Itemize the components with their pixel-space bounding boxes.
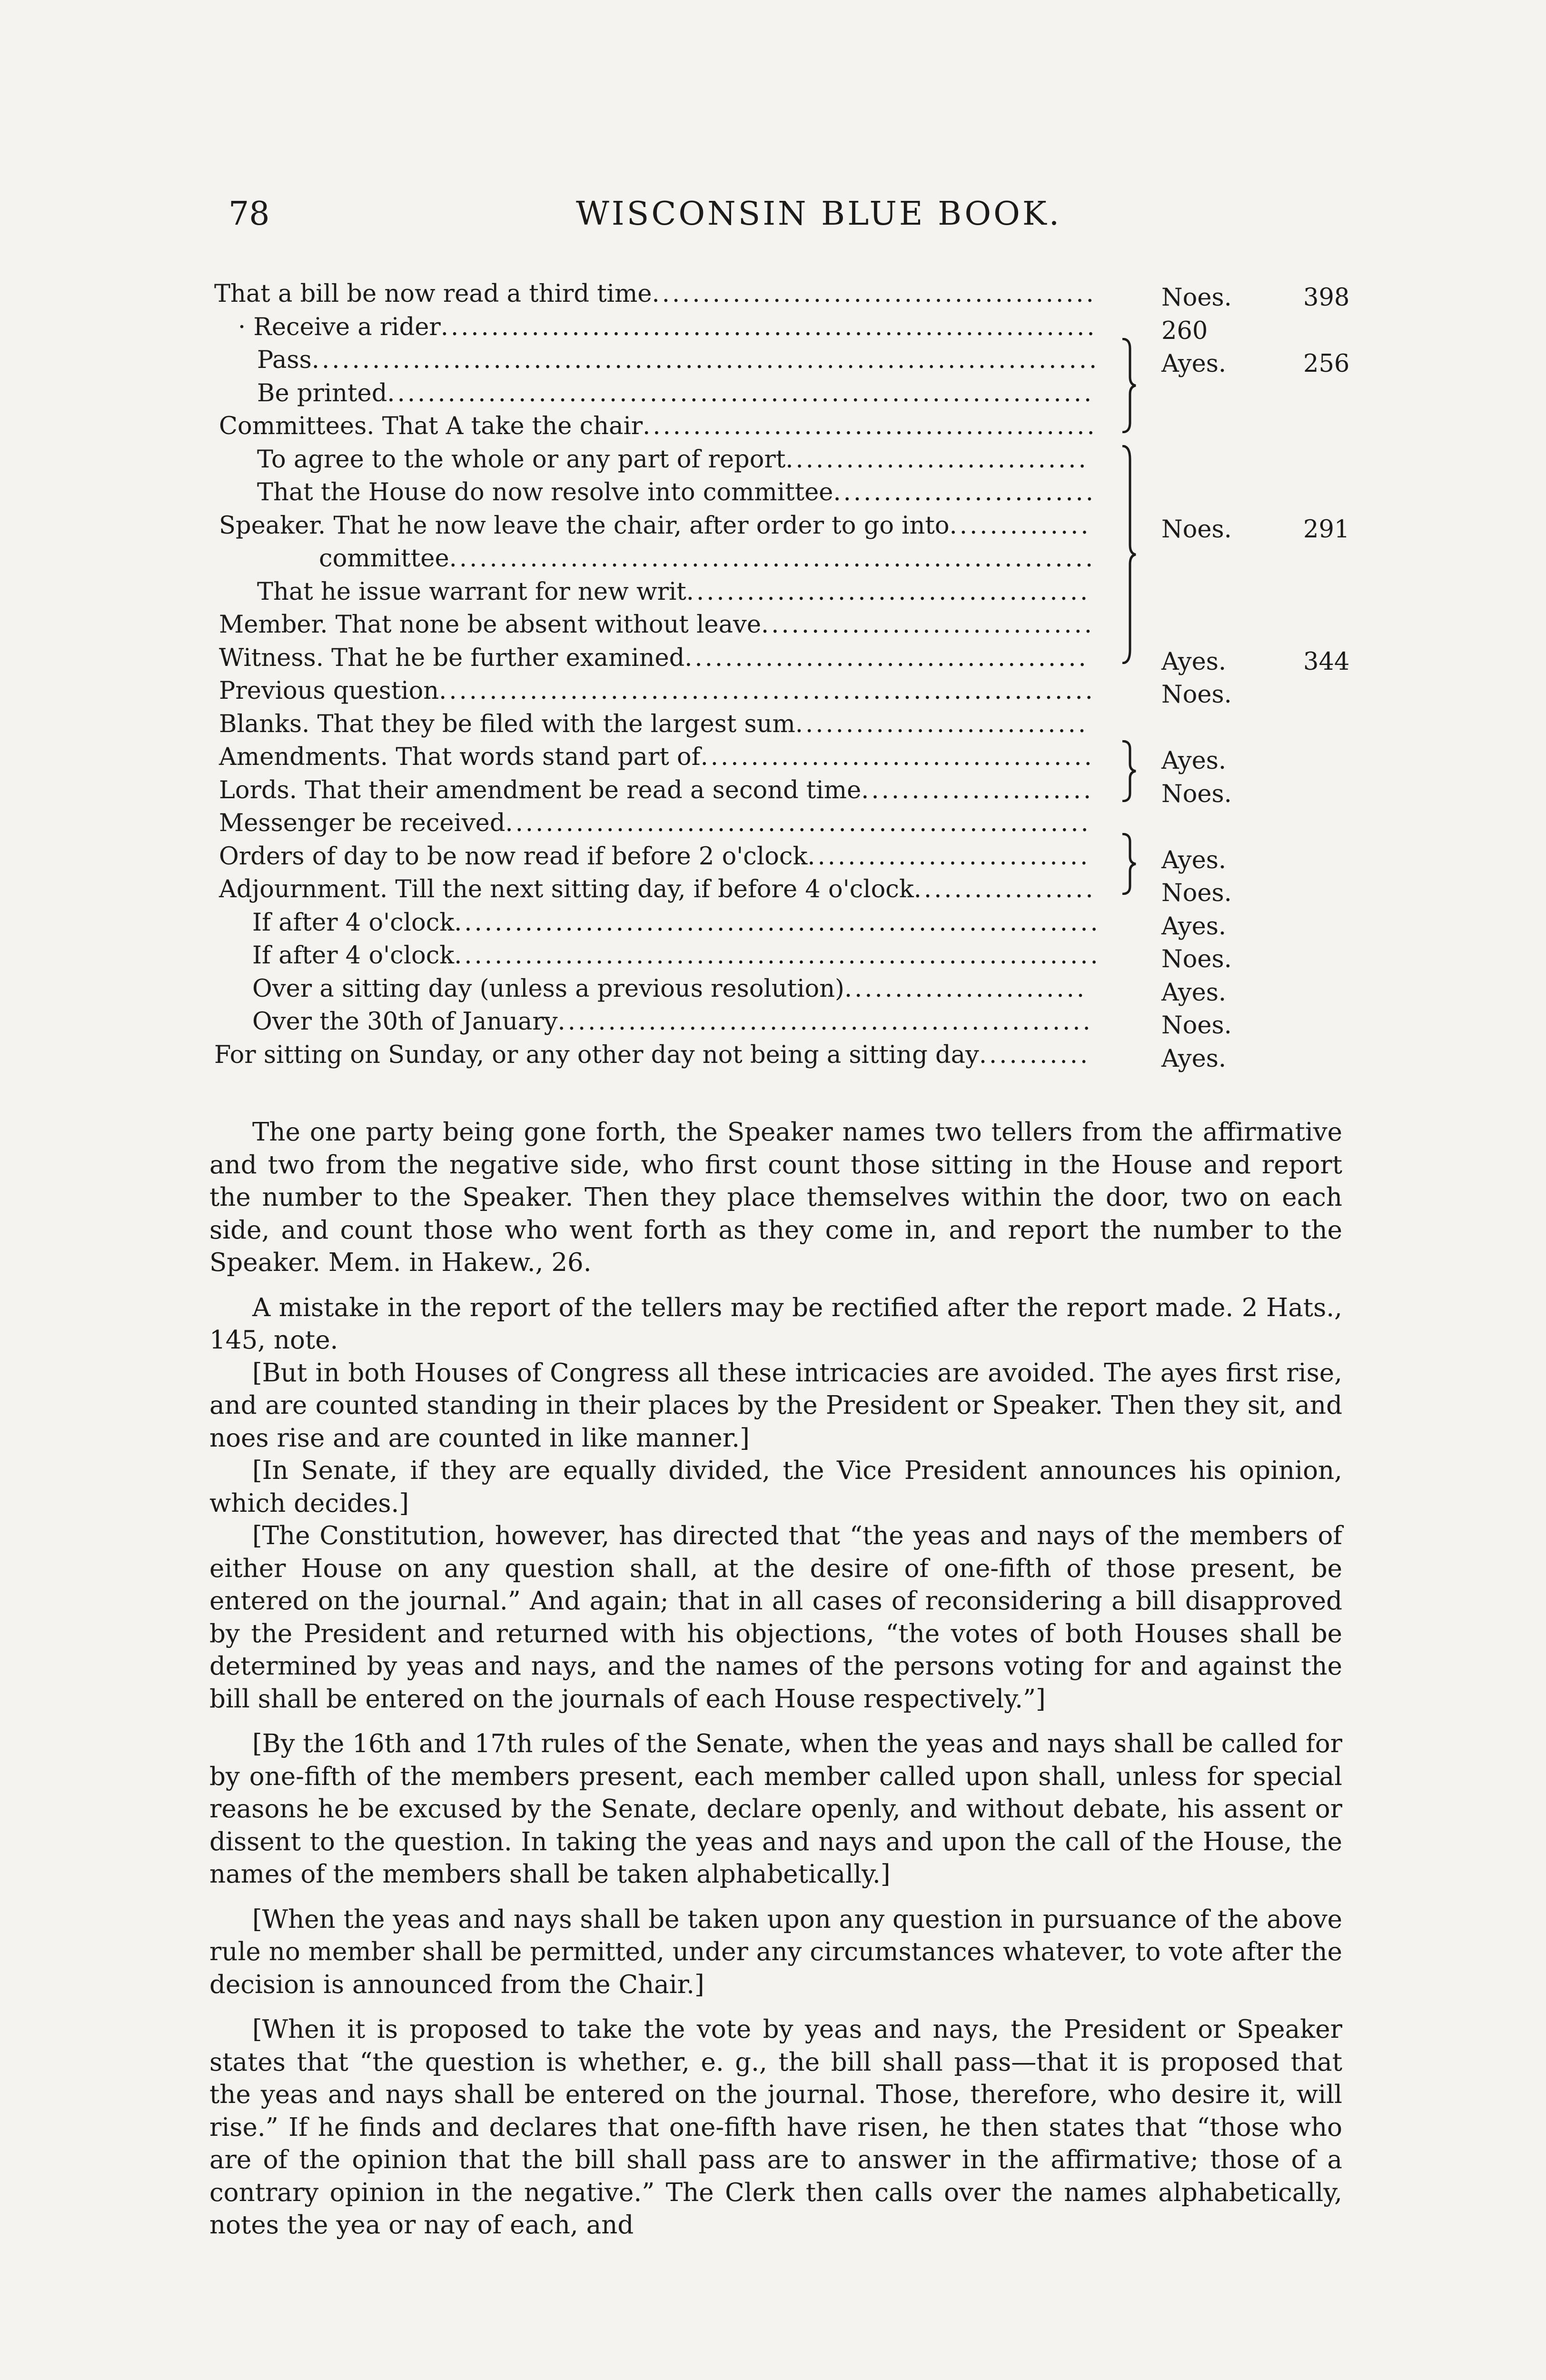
table-row	[214, 1008, 1376, 1041]
paragraph: [The Constitution, however, has directed that “the yeas and nays of the members of either House on any question shall, at the desire of one-fifth of those present, be entered on the journal.” And again; that in all cases of reconsidering a bill disapproved by the President and returned with his objections, “the votes of both Houses shall be determined by yeas and nays, and the names of the persons voting for and against the bill shall be entered on the journals of each House respectively.”]	[209, 1521, 1342, 1714]
vote-label: Noes.	[1161, 681, 1232, 709]
leader-dots: .....................................................	[557, 1008, 1093, 1036]
motion-label	[219, 710, 1088, 738]
motion-text: Be printed	[257, 379, 387, 407]
table-row	[214, 975, 1376, 1008]
vote-count: 344	[1303, 647, 1350, 676]
motion-label	[219, 843, 1090, 871]
table-row	[214, 280, 1376, 313]
paragraph: The one party being gone forth, the Speaker names two tellers from the affirmative and two from the negative side, who first count those sitting in the House and report the number to the Speaker. Then they place themselves within the door, two on each side, and count those who went forth as they come in, and report the number to the Speaker. Mem. in Hakew., 26.	[209, 1118, 1342, 1277]
table-row	[214, 776, 1376, 810]
motion-label	[257, 346, 1099, 374]
vote-label: Noes.	[1161, 945, 1232, 973]
leader-dots: ..............................	[785, 445, 1089, 474]
leader-dots: ......................................................................	[387, 379, 1094, 407]
page-number: 78	[228, 195, 270, 233]
motion-text: Previous question	[219, 677, 439, 705]
vote-label: Noes.	[1161, 1012, 1232, 1040]
motion-label	[257, 446, 1089, 474]
motion-label	[238, 313, 1097, 341]
motion-text: Committees. That A take the chair	[219, 412, 643, 440]
motion-text: Member. That none be absent without leave	[219, 611, 762, 639]
motion-label	[219, 512, 1091, 540]
table-row	[214, 743, 1376, 776]
leader-dots: ................................................................	[449, 545, 1096, 573]
leader-dots: .......................	[861, 776, 1094, 804]
vote-label: Ayes.	[1161, 350, 1227, 378]
motion-label	[252, 909, 1100, 937]
table-row	[214, 545, 1376, 578]
motion-text: If after 4 o'clock	[252, 908, 455, 937]
table-row	[214, 843, 1376, 876]
leader-dots: ........................	[844, 974, 1087, 1003]
motion-label	[219, 644, 1089, 672]
vote-label: Noes.	[1161, 515, 1232, 544]
table-row	[214, 412, 1376, 446]
motion-label	[219, 875, 1096, 903]
motion-text: If after 4 o'clock	[252, 942, 455, 970]
motion-text: Lords. That their amendment be read a second time	[219, 776, 862, 804]
motion-label	[219, 809, 1091, 837]
table-row	[214, 611, 1376, 644]
vote-label: Noes.	[1161, 780, 1232, 808]
leader-dots: .............................................	[643, 412, 1097, 440]
vote-count: 398	[1303, 284, 1350, 312]
motion-label	[319, 545, 1095, 573]
motion-text: Amendments. That words stand part of	[219, 743, 701, 771]
table-row	[214, 578, 1376, 611]
motion-text: That a bill be now read a third time	[214, 280, 652, 308]
motion-text: Over a sitting day (unless a previous resolution)	[252, 974, 844, 1003]
motion-text: Adjournment. Till the next sitting day, if before 4 o'clock	[219, 875, 914, 903]
paragraph: [When it is proposed to take the vote by yeas and nays, the President or Speaker states that “the question is whether, e. g., the bill shall pass—that it is proposed that the yeas and nays shall be entered on the journal. Those, therefore, who desire it, will rise.” If he finds and declares that one-fifth have risen, he then states that “those who are of the opinion that the bill shall pass are to answer in the affirmative; those of a contrary opinion in the negative.” The Clerk then calls over the names alphabetically, notes the yea or nay of each, and	[209, 2015, 1342, 2240]
vote-label: Ayes.	[1161, 846, 1227, 874]
table-row	[214, 677, 1376, 710]
leader-dots: .................................................................	[439, 677, 1095, 705]
leader-dots: ..........................................................	[505, 809, 1091, 837]
paragraph: [But in both Houses of Congress all these intricacies are avoided. The ayes first rise, and are counted standing in their places by the President or Speaker. Then they sit, and noes rise and are counted in like manner.]	[209, 1358, 1342, 1453]
vote-label: Ayes.	[1161, 1044, 1227, 1073]
motion-label	[214, 1041, 1090, 1069]
leader-dots: ................................................................	[454, 942, 1100, 970]
motion-text: committee	[319, 545, 449, 573]
leader-dots: ................................................................	[454, 908, 1100, 937]
motion-text: Messenger be received	[219, 809, 505, 837]
motion-label	[252, 975, 1087, 1003]
motion-text: Witness. That he be further examined	[219, 644, 685, 672]
table-row	[214, 346, 1376, 379]
motion-label	[219, 611, 1094, 639]
motion-text: Orders of day to be now read if before 2 o'clock	[219, 842, 808, 871]
paragraph: A mistake in the report of the tellers may be rectified after the report made. 2 Hats., 145, note.	[209, 1293, 1342, 1355]
table-row	[214, 875, 1376, 909]
motion-label	[219, 776, 1093, 804]
vote-label: Ayes.	[1161, 747, 1227, 775]
vote-label: Ayes.	[1161, 912, 1227, 941]
division-table	[214, 280, 1376, 1074]
motion-label	[257, 478, 1096, 506]
table-row	[214, 1041, 1376, 1074]
leader-dots: ..............	[949, 511, 1091, 540]
motion-text: To agree to the whole or any part of report	[257, 445, 786, 474]
vote-label: Ayes.	[1161, 647, 1227, 676]
table-row	[214, 379, 1376, 413]
paragraph: [By the 16th and 17th rules of the Senate, when the yeas and nays shall be called for by one-fifth of the members present, each member called upon shall, unless for special reasons he be excused by the Senate, declare openly, and without debate, his assent or dissent to the question. In taking the yeas and nays and upon the call of the House, the names of the members shall be taken alphabetically.]	[209, 1729, 1342, 1889]
leader-dots: ...........	[979, 1041, 1090, 1069]
leader-dots: ........................................	[684, 644, 1089, 672]
leader-dots: .................................	[761, 611, 1094, 639]
motion-label	[257, 379, 1094, 407]
motion-text: · Receive a rider	[238, 313, 441, 341]
leader-dots: ..........................	[833, 478, 1096, 506]
leader-dots: .................................................................	[440, 313, 1097, 341]
motion-text: Pass	[257, 346, 312, 374]
motion-text: For sitting on Sunday, or any other day not being a sitting day	[214, 1041, 979, 1069]
table-row	[214, 313, 1376, 347]
motion-text: That he issue warrant for new writ	[257, 577, 686, 606]
vote-count: 291	[1303, 515, 1350, 544]
leader-dots: ..................	[913, 875, 1096, 903]
table-row	[214, 512, 1376, 545]
motion-label	[219, 677, 1095, 705]
table-row	[214, 909, 1376, 942]
table-row	[214, 478, 1376, 512]
leader-dots: ............................	[807, 842, 1090, 871]
motion-label	[252, 942, 1100, 970]
paragraph: [In Senate, if they are equally divided, the Vice President announces his opinion, which decides.]	[209, 1456, 1342, 1518]
motion-text: That the House do now resolve into committee	[257, 478, 833, 506]
paragraph: [When the yeas and nays shall be taken upon any question in pursuance of the above rule no member shall be permitted, under any circumstances whatever, to vote after the decision is announced from the Chair.]	[209, 1904, 1342, 1999]
leader-dots: ........................................	[686, 577, 1090, 606]
vote-label: Ayes.	[1161, 978, 1227, 1007]
leader-dots: ..............................................................................	[311, 346, 1100, 374]
motion-label	[219, 412, 1097, 440]
leader-dots: .............................	[795, 710, 1089, 738]
motion-text: Speaker. That he now leave the chair, after order to go into	[219, 511, 950, 540]
table-row	[214, 942, 1376, 975]
motion-text: Over the 30th of January	[252, 1008, 558, 1036]
motion-label	[252, 1008, 1093, 1036]
table-row	[214, 446, 1376, 479]
page-header	[224, 195, 1366, 252]
motion-label	[214, 280, 1096, 308]
leader-dots: .......................................	[700, 743, 1094, 771]
motion-text: Blanks. That they be filed with the largest sum	[219, 710, 795, 738]
leader-dots: ............................................	[652, 280, 1096, 308]
vote-label: Noes.	[1161, 879, 1232, 907]
table-row	[214, 644, 1376, 677]
motion-label	[219, 743, 1094, 771]
vote-label: Noes.	[1161, 284, 1232, 312]
running-title: WISCONSIN BLUE BOOK.	[576, 195, 1062, 233]
table-row	[214, 710, 1376, 744]
vote-count: 256	[1303, 350, 1350, 378]
table-row	[214, 809, 1376, 843]
vote-label: 260	[1161, 317, 1208, 345]
motion-label	[257, 578, 1090, 606]
body-text	[209, 1116, 1342, 2242]
